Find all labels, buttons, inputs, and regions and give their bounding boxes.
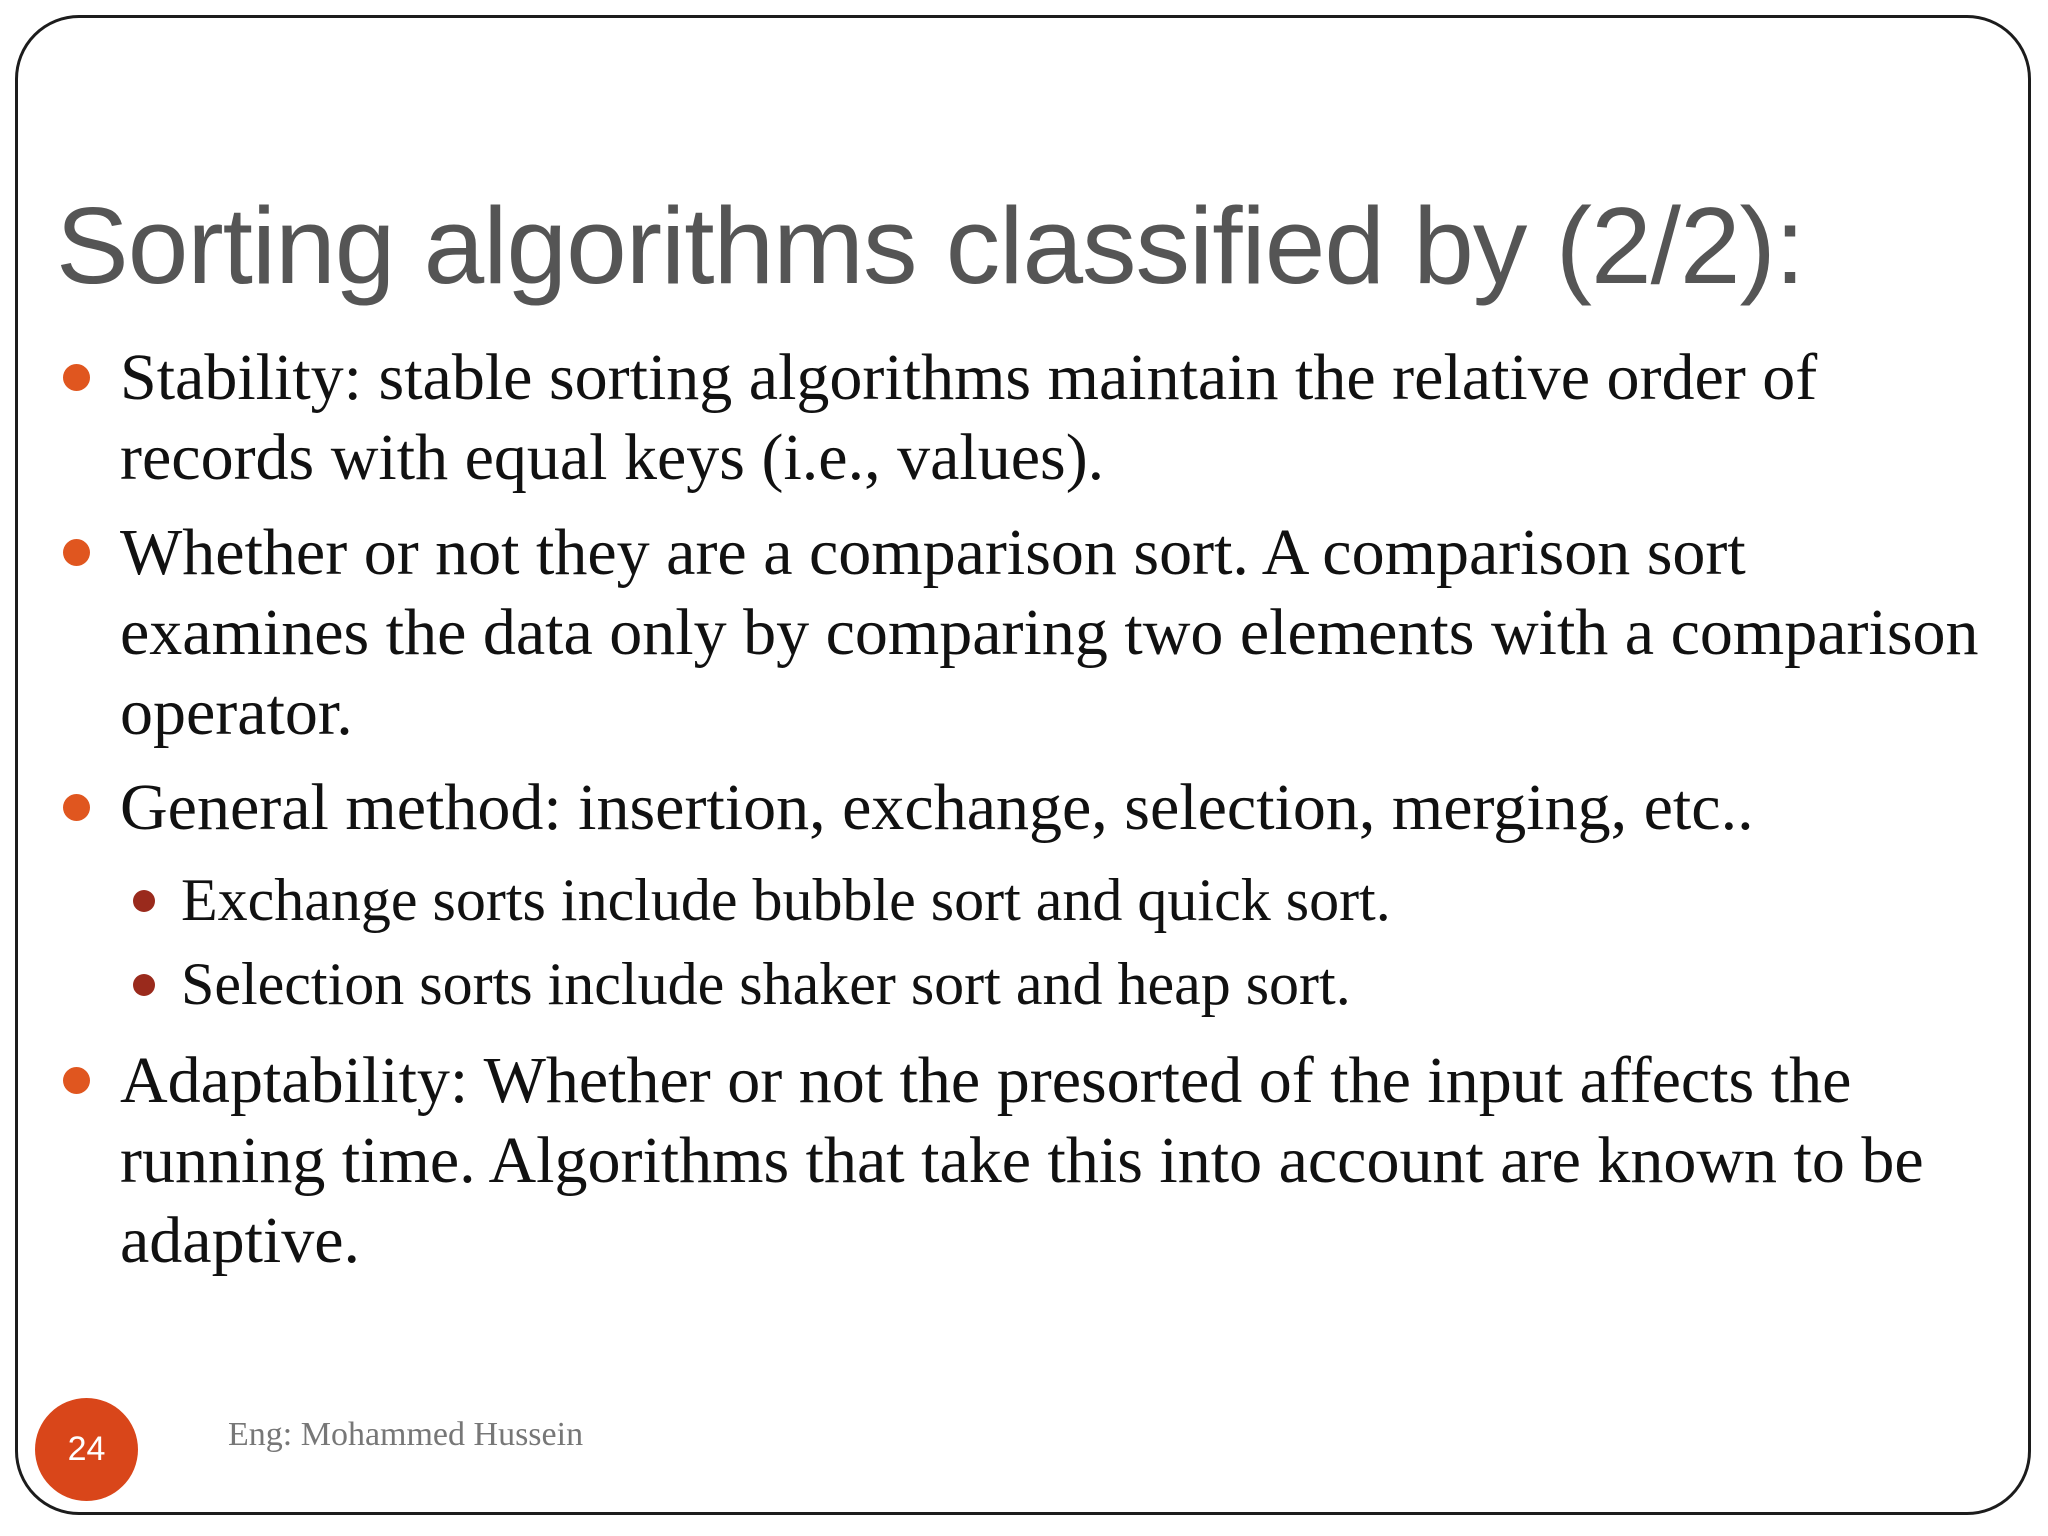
sub-bullet-exchange	[18, 858, 2008, 942]
footer-author: Eng: Mohammed Hussein	[228, 1416, 584, 1453]
slide-body	[18, 338, 2008, 1296]
bullet-dot-icon	[63, 794, 90, 821]
sub-bullet-dot-icon	[133, 974, 155, 996]
slide	[15, 15, 2031, 1515]
sub-bullet-text: Selection sorts include shaker sort and heap sort.	[181, 951, 1351, 1017]
bullet-text: Adaptability: Whether or not the presorted of the input affects the running time. Algorithms that take this into account are known to be adaptive.	[120, 1044, 1924, 1277]
bullet-comparison-sort	[18, 513, 2008, 753]
bullet-text: General method: insertion, exchange, selection, merging, etc..	[120, 771, 1754, 844]
bullet-text: Stability: stable sorting algorithms maintain the relative order of records with equal keys (i.e., values).	[120, 341, 1818, 494]
bullet-dot-icon	[63, 364, 90, 391]
sub-bullet-dot-icon	[133, 890, 155, 912]
page-number-badge: 24	[35, 1398, 138, 1501]
bullet-general-method	[18, 768, 2008, 848]
sub-bullet-text: Exchange sorts include bubble sort and quick sort.	[181, 867, 1391, 933]
bullet-text: Whether or not they are a comparison sort. A comparison sort examines the data only by comparing two elements with a comparison operator.	[120, 516, 1979, 749]
sub-bullet-selection	[18, 942, 2008, 1026]
bullet-dot-icon	[63, 1067, 90, 1094]
bullet-adaptability	[18, 1041, 2008, 1281]
bullet-dot-icon	[63, 539, 90, 566]
bullet-stability	[18, 338, 2008, 498]
slide-title: Sorting algorithms classified by (2/2):	[56, 185, 1805, 307]
sub-bullet-list	[18, 858, 2008, 1026]
